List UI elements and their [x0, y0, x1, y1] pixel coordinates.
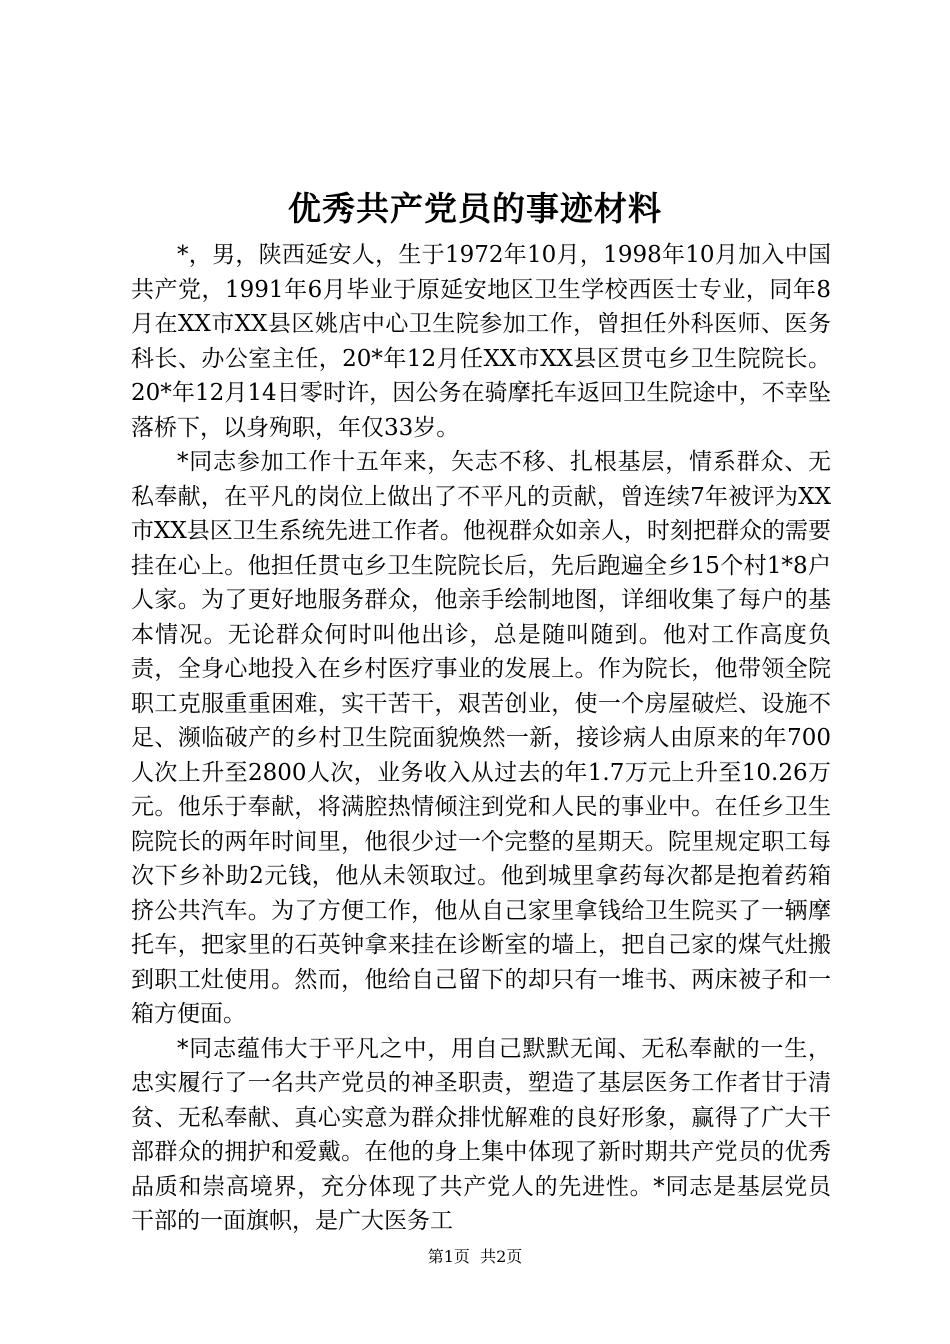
paragraph-summary: *同志蕴伟大于平凡之中，用自己默默无闻、无私奉献的一生，忠实履行了一名共产党员的神圣职责，塑造了基层医务工作者甘于清贫、无私奉献、真心实意为群众排忧解难的良好形象，赢得了广大干部群众的拥护和爱戴。在他的身上集中体现了新时期共产党员的优秀品质和崇高境界，充分体现了共产党人的先进性。*同志是基层党员干部的一面旗帜，是广大医务工 [131, 1035, 831, 1234]
page-total: 共2页 [480, 1247, 523, 1266]
page-number: 第1页 [427, 1247, 470, 1266]
paragraph-deeds: *同志参加工作十五年来，矢志不移、扎根基层，情系群众、无私奉献，在平凡的岗位上做出了不平凡的贡献，曾连续7年被评为XX市XX县区卫生系统先进工作者。他视群众如亲人，时刻把群众的需要挂在心上。他担任贯屯乡卫生院院长后，先后跑遍全乡15个村1*8户人家。为了更好地服务群众，他亲手绘制地图，详细收集了每户的基本情况。无论群众何时叫他出诊，总是随叫随到。他对工作高度负责，全身心地投入在乡村医疗事业的发展上。作为院长，他带领全院职工克服重重困难，实干苦干，艰苦创业，使一个房屋破烂、设施不足、濒临破产的乡村卫生院面貌焕然一新，接诊病人由原来的年700人次上升至2800人次，业务收入从过去的年1.7万元上升至10.26万元。他乐于奉献，将满腔热情倾注到党和人民的事业中。在任乡卫生院院长的两年时间里，他很少过一个完整的星期天。院里规定职工每次下乡补助2元钱，他从未领取过。他到城里拿药每次都是抱着药箱挤公共汽车。为了方便工作，他从自己家里拿钱给卫生院买了一辆摩托车，把家里的石英钟拿来挂在诊断室的墙上，把自己家的煤气灶搬到职工灶使用。然而，他给自己留下的却只有一堆书、两床被子和一箱方便面。 [131, 449, 831, 1027]
page-footer [0, 1245, 950, 1269]
footer-gap [470, 1247, 480, 1266]
document-body [131, 238, 831, 1239]
paragraph-intro: *，男，陕西延安人，生于1972年10月，1998年10月加入中国共产党，1991年6月毕业于原延安地区卫生学校西医士专业，同年8月在XX市XX县区姚店中心卫生院参加工作，曾担任外科医师、医务科长、办公室主任，20*年12月任XX市XX县区贯屯乡卫生院院长。20*年12月14日零时许，因公务在骑摩托车返回卫生院途中，不幸坠落桥下，以身殉职，年仅33岁。 [131, 242, 831, 441]
document-title: 优秀共产党员的事迹材料 [288, 189, 662, 228]
